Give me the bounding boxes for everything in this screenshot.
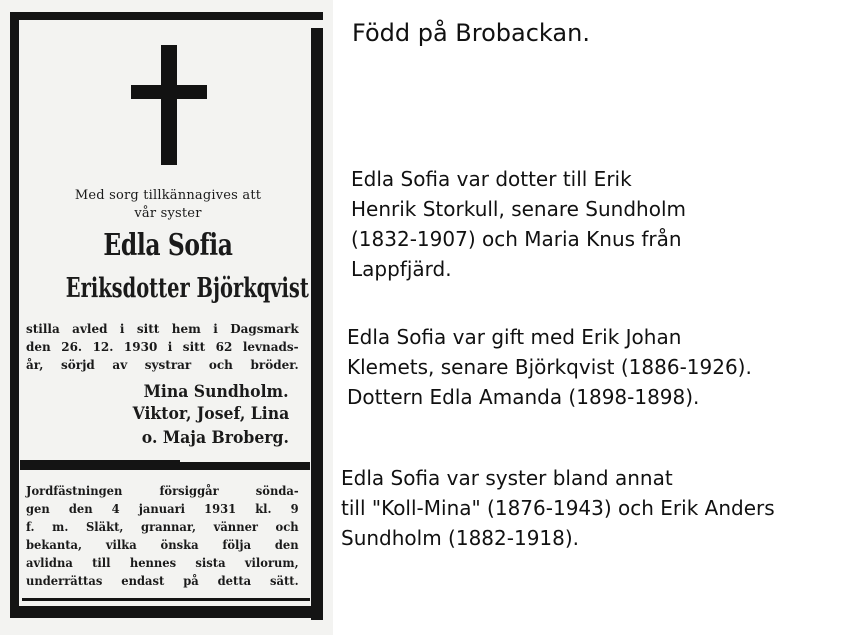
body-line: år, sörjd av systrar och bröder.	[26, 357, 299, 372]
border-left	[10, 20, 19, 618]
border-top	[10, 12, 323, 20]
funeral-line: bekanta, vilka önska följa den	[26, 538, 299, 552]
obituary-clipping	[0, 0, 333, 635]
funeral-line: underrättas endast på detta sätt.	[26, 574, 299, 588]
signer-line: o. Maja Broberg.	[141, 428, 289, 448]
note-line: Klemets, senare Björkqvist (1886-1926).	[347, 355, 752, 379]
note-line: Edla Sofia var gift med Erik Johan	[347, 325, 682, 349]
body-line: den 26. 12. 1930 i sitt 62 levnads-	[26, 339, 299, 354]
note-line: Henrik Storkull, senare Sundholm	[351, 197, 686, 221]
note-parents	[351, 164, 686, 284]
intro-line: Med sorg tillkännagives att	[74, 188, 262, 203]
intro-line: vår syster	[134, 206, 202, 221]
divider-thin	[22, 598, 310, 601]
border-right	[311, 28, 323, 620]
border-bottom	[10, 606, 323, 618]
note-siblings	[341, 463, 775, 553]
divider-left	[20, 460, 180, 470]
note-line: Edla Sofia var dotter till Erik	[351, 167, 632, 191]
note-birthplace	[352, 16, 590, 50]
funeral-line: avlidna till hennes sista vilorum,	[26, 556, 299, 570]
note-line: (1832-1907) och Maria Knus från	[351, 227, 682, 251]
note-line: Dottern Edla Amanda (1898-1898).	[347, 385, 700, 409]
note-marriage	[347, 322, 752, 412]
note-line: Sundholm (1882-1918).	[341, 526, 580, 550]
funeral-line: f. m. Släkt, grannar, vänner och	[26, 520, 299, 534]
note-line: Född på Brobackan.	[352, 19, 590, 47]
note-line: till "Koll-Mina" (1876-1943) och Erik Anders	[341, 496, 775, 520]
funeral-line: gen den 4 januari 1931 kl. 9	[26, 502, 299, 516]
body-line: stilla avled i sitt hem i Dagsmark	[26, 321, 299, 336]
note-line: Lappfjärd.	[351, 257, 452, 281]
signer-line: Viktor, Josef, Lina	[132, 404, 289, 424]
cross-icon	[131, 45, 207, 165]
deceased-surname: Eriksdotter Björkqvist	[65, 273, 309, 304]
note-line: Edla Sofia var syster bland annat	[341, 466, 673, 490]
signer-line: Mina Sundholm.	[144, 382, 289, 402]
divider-right	[180, 462, 310, 470]
deceased-name: Edla Sofia	[103, 228, 233, 263]
funeral-line: Jordfästningen försiggår sönda-	[26, 484, 299, 498]
